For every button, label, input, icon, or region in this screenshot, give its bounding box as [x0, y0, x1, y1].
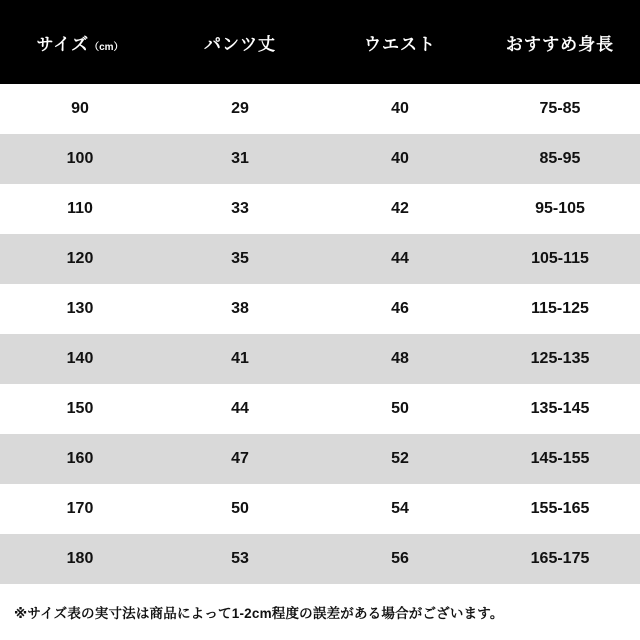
cell-pants-length: 29: [160, 84, 320, 134]
cell-pants-length: 44: [160, 384, 320, 434]
column-header-recommended-height-label: おすすめ身長: [505, 34, 615, 54]
column-header-pants-length-label: パンツ丈: [204, 34, 276, 54]
cell-size: 180: [0, 534, 160, 584]
cell-waist: 40: [320, 84, 480, 134]
table-body: [0, 84, 640, 584]
cell-size: 90: [0, 84, 160, 134]
cell-pants-length: 38: [160, 284, 320, 334]
cell-recommended-height: 115-125: [480, 284, 640, 334]
cell-waist: 40: [320, 134, 480, 184]
cell-pants-length: 41: [160, 334, 320, 384]
table-row: [0, 134, 640, 184]
column-header-size-unit: （cm）: [89, 41, 124, 53]
cell-size: 140: [0, 334, 160, 384]
cell-pants-length: 33: [160, 184, 320, 234]
cell-size: 170: [0, 484, 160, 534]
table-row: [0, 84, 640, 134]
cell-waist: 56: [320, 534, 480, 584]
cell-waist: 46: [320, 284, 480, 334]
cell-recommended-height: 75-85: [480, 84, 640, 134]
cell-recommended-height: 135-145: [480, 384, 640, 434]
cell-recommended-height: 145-155: [480, 434, 640, 484]
table-row: [0, 234, 640, 284]
cell-pants-length: 50: [160, 484, 320, 534]
table-row: [0, 434, 640, 484]
cell-pants-length: 53: [160, 534, 320, 584]
cell-size: 130: [0, 284, 160, 334]
column-header-pants-length: [160, 0, 320, 84]
column-header-recommended-height: [480, 0, 640, 84]
cell-waist: 48: [320, 334, 480, 384]
table-row: [0, 534, 640, 584]
cell-recommended-height: 95-105: [480, 184, 640, 234]
cell-waist: 54: [320, 484, 480, 534]
cell-pants-length: 31: [160, 134, 320, 184]
column-header-size-label: サイズ: [36, 34, 90, 54]
size-note: [0, 584, 640, 640]
table-header: [0, 0, 640, 84]
cell-waist: 42: [320, 184, 480, 234]
table-row: [0, 384, 640, 434]
table-row: [0, 284, 640, 334]
cell-recommended-height: 155-165: [480, 484, 640, 534]
cell-size: 100: [0, 134, 160, 184]
table-row: [0, 334, 640, 384]
cell-size: 160: [0, 434, 160, 484]
cell-recommended-height: 125-135: [480, 334, 640, 384]
cell-size: 110: [0, 184, 160, 234]
table-header-row: [0, 0, 640, 84]
cell-recommended-height: 85-95: [480, 134, 640, 184]
cell-recommended-height: 165-175: [480, 534, 640, 584]
table-row: [0, 184, 640, 234]
column-header-waist-label: ウエスト: [364, 34, 436, 54]
cell-pants-length: 47: [160, 434, 320, 484]
cell-size: 150: [0, 384, 160, 434]
cell-waist: 50: [320, 384, 480, 434]
cell-waist: 52: [320, 434, 480, 484]
size-note-text: ※サイズ表の実寸法は商品によって1-2cm程度の誤差がある場合がございます。: [14, 606, 504, 621]
cell-waist: 44: [320, 234, 480, 284]
column-header-size: [0, 0, 160, 84]
cell-pants-length: 35: [160, 234, 320, 284]
table-row: [0, 484, 640, 534]
cell-size: 120: [0, 234, 160, 284]
column-header-waist: [320, 0, 480, 84]
cell-recommended-height: 105-115: [480, 234, 640, 284]
